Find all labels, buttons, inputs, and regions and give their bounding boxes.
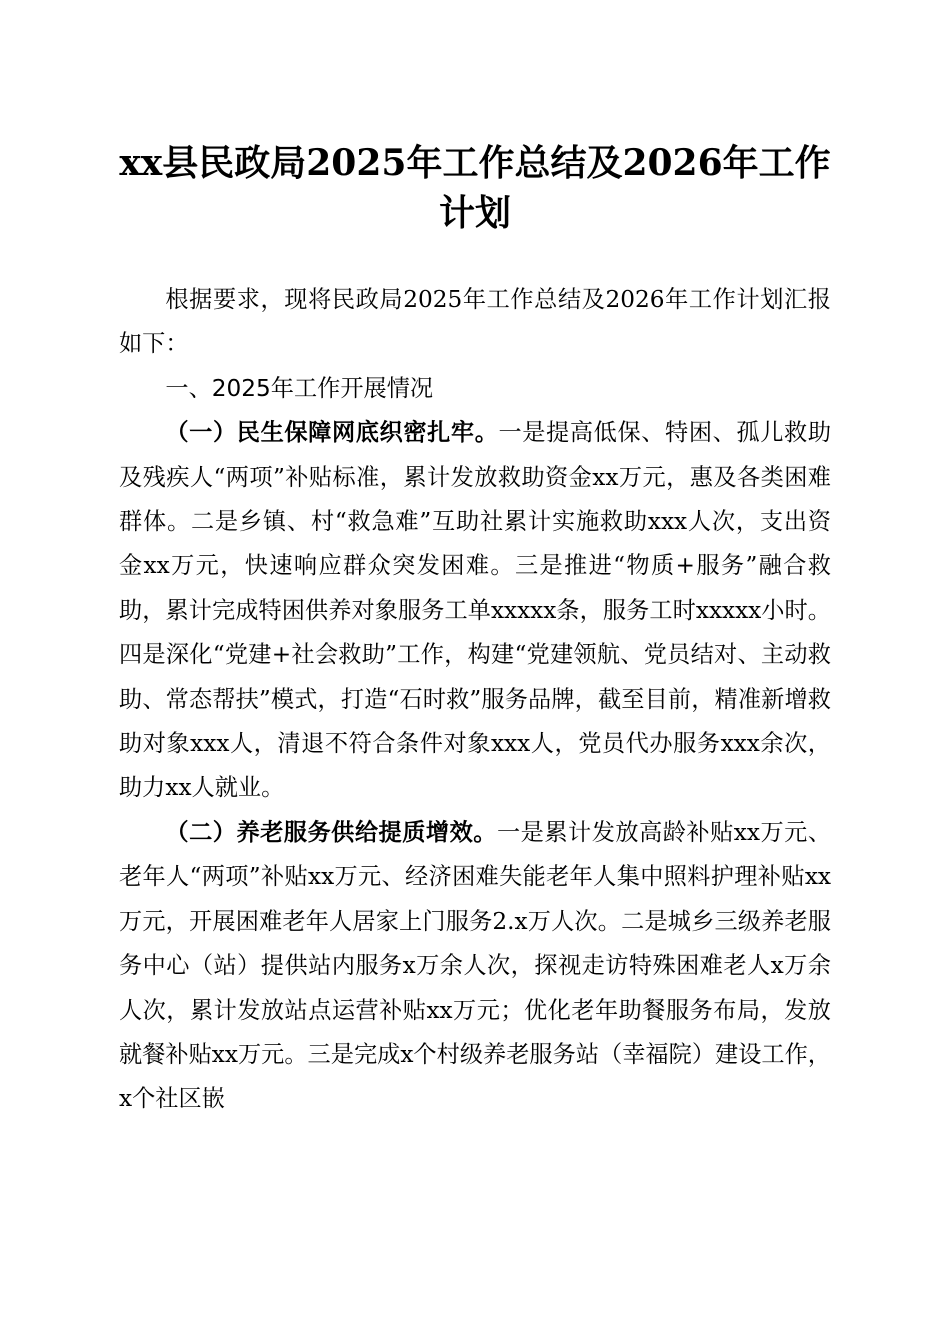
paragraph-text: 一是累计发放高龄补贴xx万元、老年人“两项”补贴xx万元、经济困难失能老年人集中照料护理补贴xx万元，开展困难老年人居家上门服务2.x万人次。二是城乡三级养老服务中心（站）提供站内服务x万余人次，探视走访特殊困难老人x万余人次，累计发放站点运营补贴xx万元；优化老年助餐服务布局，发放就餐补贴xx万元。三是完成x个村级养老服务站（幸福院）建设工作，x个社区嵌 [119, 818, 832, 1113]
paragraph-livelihood [119, 411, 831, 811]
document-body [119, 278, 831, 1122]
document-title: xx县民政局2025年工作总结及2026年工作计划 [119, 142, 831, 234]
section-heading: 一、2025年工作开展情况 [165, 374, 434, 402]
paragraph-lead: （二）养老服务供给提质增效。 [165, 818, 497, 846]
intro-paragraph: 根据要求，现将民政局2025年工作总结及2026年工作计划汇报如下： [119, 286, 831, 358]
paragraph-lead: （一）民生保障网底织密扎牢。 [165, 419, 499, 447]
paragraph-elderly-care [119, 811, 831, 1122]
paragraph-text: 一是提高低保、特困、孤儿救助及残疾人“两项”补贴标准，累计发放救助资金xx万元，惠及各类困难群体。二是乡镇、村“救急难”互助社累计实施救助xxx人次，支出资金xx万元，快速响应群众突发困难。三是推进“物质+服务”融合救助，累计完成特困供养对象服务工单xxxxx条，服务工时xxxxx小时。四是深化“党建+社会救助”工作，构建“党建领航、党员结对、主动救助、常态帮扶”模式，打造“石时救”服务品牌，截至目前，精准新增救助对象xxx人，清退不符合条件对象xxx人，党员代办服务xxx余次，助力xx人就业。 [119, 419, 832, 802]
